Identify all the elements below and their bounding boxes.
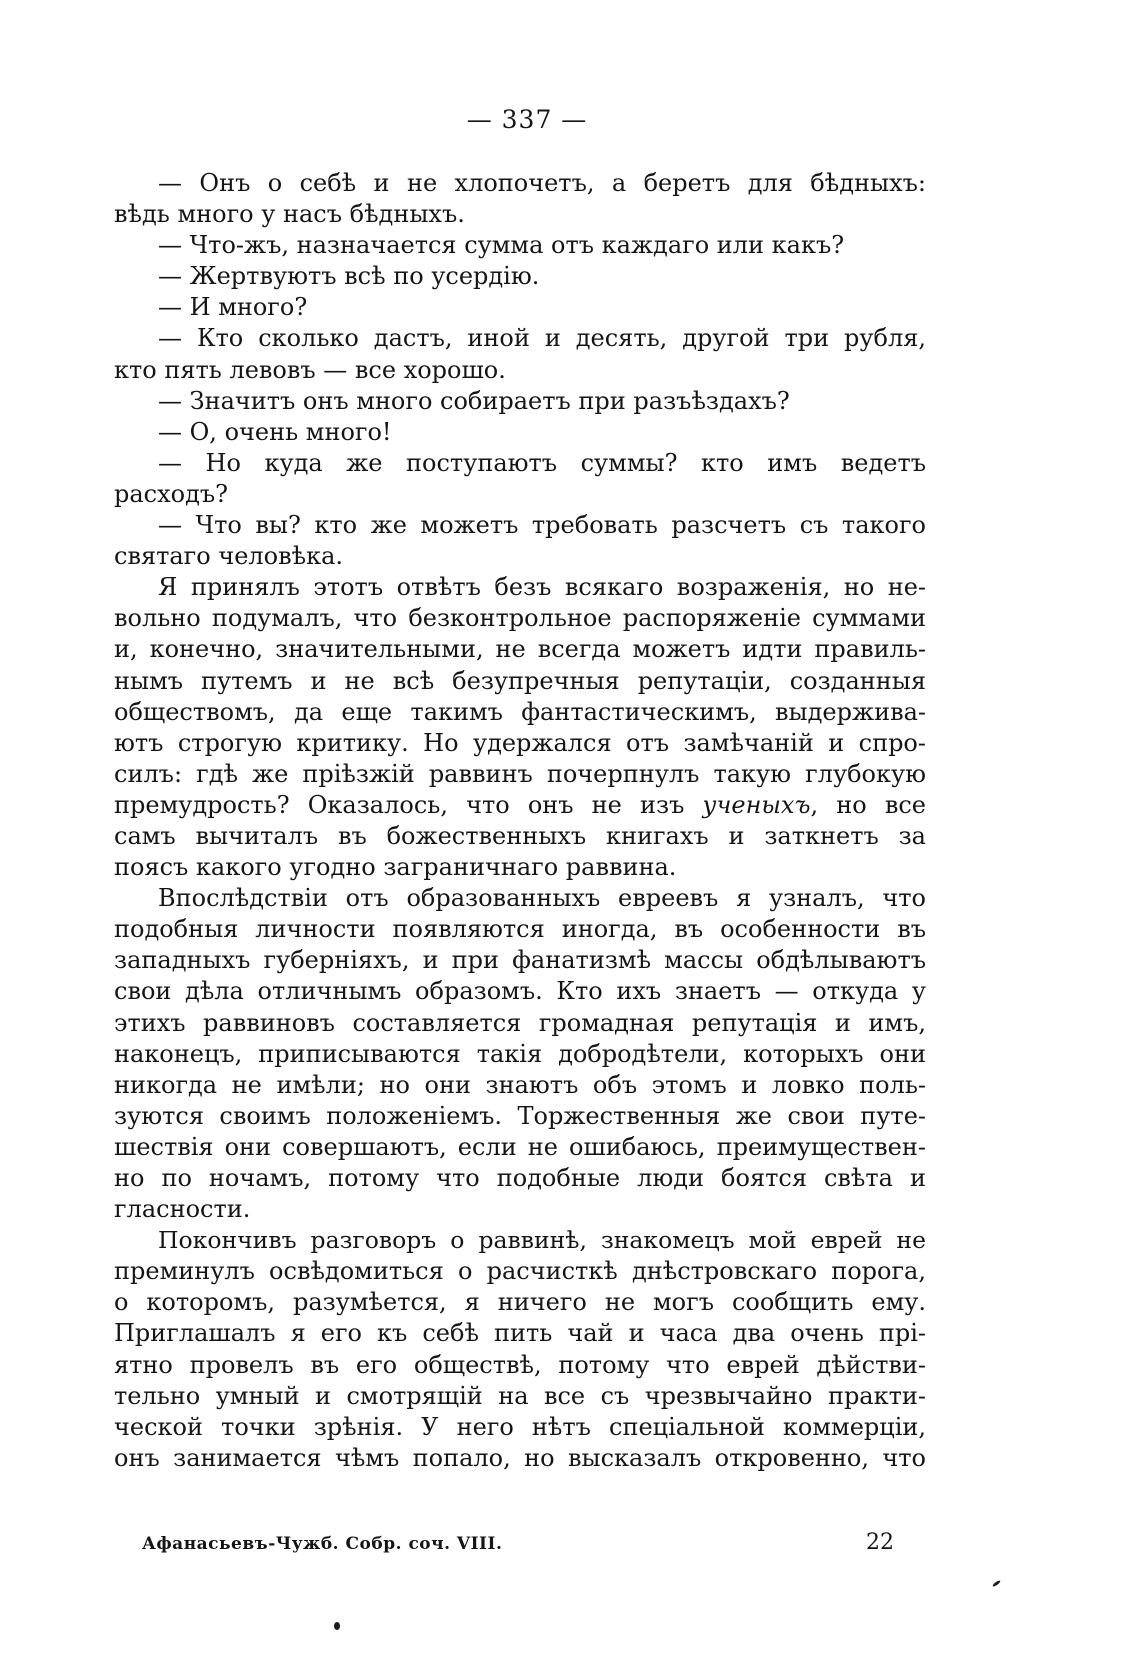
text-line: и, конечно, значительными, не всегда можетъ идти правиль- [114,635,926,664]
text-line: но по ночамъ, потому что подобные люди боятся свѣта и [114,1164,926,1192]
text-line: о которомъ, разумѣется, я ничего не могъ сообщить ему. [114,1288,926,1317]
text-line: ютъ строгую критику. Но удержался отъ замѣчаній и спро- [114,728,926,757]
text-line: подобныя личности появляются иногда, въ особенности въ [114,915,926,944]
text-line: — Значитъ онъ много собираетъ при разъѣздахъ? [158,386,790,415]
text-line: никогда не имѣли; но они знаютъ объ этомъ и ловко поль- [114,1070,926,1099]
text-line: нымъ путемъ и не всѣ безупречныя репутаціи, созданныя [114,666,926,695]
text-line: свои дѣла отличнымъ образомъ. Кто ихъ знаетъ — откуда у [114,977,926,1006]
text-line: — Жертвуютъ всѣ по усердію. [158,262,540,291]
text-line: силъ: гдѣ же пріѣзжій раввинъ почерпнулъ такую глубокую [114,759,926,788]
text-line: Впослѣдствіи отъ образованныхъ евреевъ я узналъ, что [158,884,926,913]
text-line: вѣдь много у насъ бѣдныхъ. [114,200,465,229]
text-line: обществомъ, да еще такимъ фантастическимъ, выдержива- [114,697,926,726]
ink-speck [334,1622,340,1630]
text-line: западныхъ губерніяхъ, и при фанатизмѣ массы обдѣлываютъ [114,946,926,975]
text-line [114,790,926,821]
text-line: расходъ? [114,479,229,508]
text-line: шествія они совершаютъ, если не ошибаюсь, преимуществен- [114,1132,926,1161]
text-segment: , но все [810,790,926,819]
text-line: наконецъ, приписываются такія добродѣтели, которыхъ они [114,1039,926,1068]
text-line: зуются своимъ положеніемъ. Торжественныя же свои путе- [114,1101,926,1130]
text-line: — И много? [158,293,308,322]
text-line: ческой точки зрѣнія. У него нѣтъ спеціальной коммерціи, [114,1412,926,1441]
footer-signature: Афанасьевъ-Чужб. Собр. соч. VIII. [142,1534,503,1554]
italic-word: ученыхъ [702,790,811,819]
text-line: — О, очень много! [158,417,392,446]
text-line: гласности. [114,1195,251,1224]
text-line: — Но куда же поступаютъ суммы? кто имъ ведетъ [158,448,926,477]
text-line: святаго человѣка. [114,542,344,571]
text-line: Я принялъ этотъ отвѣтъ безъ всякаго возраженія, но не- [158,573,926,602]
body-text [114,168,926,1474]
text-line: преминулъ освѣдомиться о расчисткѣ днѣстровскаго порога, [114,1257,926,1286]
text-line: Приглашалъ я его къ себѣ пить чай и часа два очень прі- [114,1319,926,1348]
text-line: самъ вычиталъ въ божественныхъ книгахъ и заткнетъ за [114,821,926,850]
text-line: вольно подумалъ, что безконтрольное распоряженіе суммами [114,604,926,633]
ink-speck [992,1580,1001,1588]
text-line: — Онъ о себѣ и не хлопочетъ, а беретъ для бѣдныхъ: [158,169,926,197]
footer-sheet-number: 22 [866,1530,894,1555]
text-line: — Что-жъ, назначается сумма отъ каждаго или какъ? [158,231,845,260]
text-line: поясъ какого угодно заграничнаго раввина. [114,853,677,882]
text-line: — Кто сколько дастъ, иной и десять, другой три рубля, [158,324,926,353]
page-number: — 337 — [466,105,588,134]
text-line: онъ занимается чѣмъ попало, но высказалъ откровенно, что [114,1443,926,1472]
text-line: кто пять левовъ — все хорошо. [114,355,506,384]
text-line: — Что вы? кто же можетъ требовать разсчетъ съ такого [158,511,926,540]
text-line: ятно провелъ въ его обществѣ, потому что еврей дѣйстви- [114,1350,926,1379]
text-line: Покончивъ разговоръ о раввинѣ, знакомецъ мой еврей не [158,1226,926,1255]
text-line: этихъ раввиновъ составляется громадная репутація и имъ, [114,1008,926,1037]
text-line: тельно умный и смотрящій на все съ чрезвычайно практи- [114,1381,926,1410]
text-segment: премудрость? Оказалось, что онъ не изъ [114,790,703,819]
